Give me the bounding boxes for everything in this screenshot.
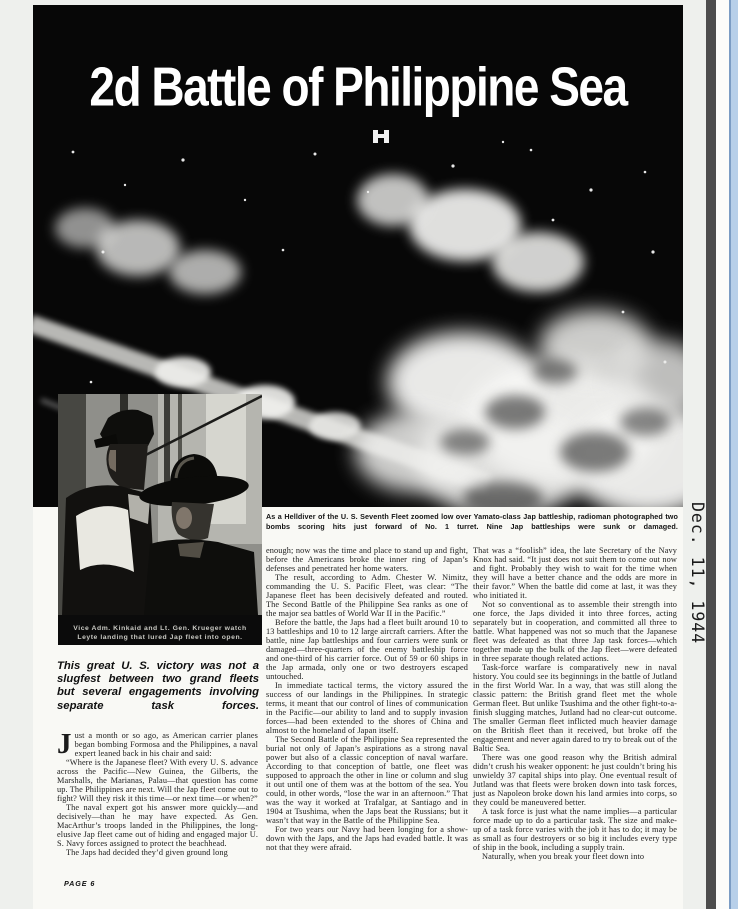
paragraph xyxy=(57,728,258,760)
scan-edge-bar xyxy=(706,0,716,909)
paragraph: A task force is just what the name implies—a particular force made up to do a particular task. The size and make-up of a task force varies with the job it has to do; it may be as small as four destroyers or so big it includes every type of ship in the book, including a supply train. xyxy=(473,807,677,852)
inset-caption-line1: Vice Adm. Kinkaid and Lt. Gen. Krueger watch xyxy=(73,624,247,632)
main-photo-caption: As a Helldiver of the U. S. Seventh Fleet zoomed low over Yamato-class Jap battleship, radioman photographed two bombs scoring hits just forward of No. 1 turret. Nine Jap battleships were sunk or damaged. xyxy=(266,512,678,531)
article-deck: This great U. S. victory was not a slugfest between two grand fleets but several engagements involving separate task forces. xyxy=(57,660,259,712)
inset-officers-photo xyxy=(58,394,262,645)
paragraph: The Japs had decided they’d given ground long xyxy=(66,848,228,857)
page-title: 2d Battle of Philippine Sea xyxy=(89,56,627,118)
paragraph: Before the battle, the Japs had a fleet built around 10 to 13 battleships and 10 to 12 large aircraft carriers. After the battle, nine Jap battleships and four carriers were sunk or damaged—three-quarters of the enemy battleship force and one-third of his carrier force. Out of 59 or 60 ships in the Jap armada, only one or two destroyers escaped untouched. xyxy=(266,618,468,681)
paragraph: Not so conventional as to assemble their strength into one force, the Japs divided it into three forces, acting separately but in cooperation, and committed all three to battle. What happened was not so much that the Japanese fleet was defeated as that three Jap task forces—which together made up the bulk of the Jap fleet—were defeated in three separate though related actions. xyxy=(473,600,677,663)
paragraph: The naval expert got his answer more quickly—and decisively—than he may have expected. As Gen. MacArthur’s troops landed in the Philippines, the long-elusive Jap fleet came out of hiding and engaged major U. S. Navy forces assigned to protect the beachhead. xyxy=(57,803,258,848)
paragraph: “Where is the Japanese fleet? With every U. S. advance across the Pacific—New Guinea, the Gilberts, the Marshalls, the Marianas, Palau—that question has come up. The Philippines are next. Will the Jap fleet come out to fight? Will they risk it this time—or next time—or when?” xyxy=(57,758,258,803)
scan-white-strip xyxy=(716,0,729,909)
paragraph: Naturally, when you break your fleet down into xyxy=(482,852,645,861)
scan-blue-edge xyxy=(729,0,738,909)
paragraph: The Second Battle of the Philippine Sea represented the burial not only of Japan’s aspirations as a strong naval power but also of a classic conception of naval warfare. According to that conception of battle, one fleet was supposed to approach the other in line or column and slug it out until one of them was at the bottom of the sea. You could, in other words, “lose the war in an afternoon.” That was the way it worked at Trafalgar, at Santiago and in 1904 at Tsushima, when the Japs beat the Russians; but it wasn’t that way in the Battle of the Philippine Sea. xyxy=(266,735,468,825)
paragraph: The result, according to Adm. Chester W. Nimitz, commanding the U. S. Pacific Fleet, was clear: “The Japanese fleet has been decisively defeated and routed. The Second Battle of the Philippine Sea ranks as one of the major sea battles of World War II in the Pacific.” xyxy=(266,573,468,618)
paragraph-text: ust a month or so ago, as American carrier planes began bombing Formosa and the Philippines, a naval expert leaned back in his chair and said: xyxy=(74,731,258,758)
inset-photo-caption xyxy=(58,624,262,642)
article-column-right xyxy=(473,546,677,861)
paragraph: For two years our Navy had been longing for a show-down with the Japs, and the Japs had evaded battle. It was not that they were afraid. xyxy=(266,825,468,852)
paragraph: There was one good reason why the British admiral didn’t crush his weaker opponent: he just couldn’t bring his unwieldy 37 capital ships into play. One eventual result of Jutland was that fleets were broken down into task forces, just as Napoleon broke down his land armies into corps, so they could be maneuvered better. xyxy=(473,753,677,807)
paragraph: In immediate tactical terms, the victory assured the success of our landings in the Philippines. In strategic terms, it meant that our control of lines of communication in the Pacific—our ability to land and to supply invasion forces—had been extended to the shores of China and almost to the homeland of Japan itself. xyxy=(266,681,468,735)
issue-date-vertical: Dec. 11, 1944 xyxy=(688,502,707,645)
paragraph: enough; now was the time and place to stand up and fight, before the Americans broke the inner ring of Japan’s defenses and penetrated her home waters. xyxy=(266,546,468,573)
paragraph: Task-force warfare is comparatively new in naval history. You could see its beginnings in the battle of Jutland in the first World War. In a way, that was still along the classic pattern: the British grand fleet met the whole German fleet. But unlike Tsushima and the other fight-to-a-finish slugging matches, Jutland had no clear-cut outcome. The smaller German fleet inflicted much heavier damage on the British fleet than it received, but broke off the engagement and never again dared to try to break out of the Baltic Sea. xyxy=(473,663,677,753)
officers-photo-art xyxy=(58,394,262,615)
article-column-left xyxy=(57,728,258,857)
inset-caption-line2: Leyte landing that lured Jap fleet into open. xyxy=(77,633,243,641)
dropcap-letter: J xyxy=(57,728,72,760)
article-column-middle xyxy=(266,546,468,852)
page-number-label: PAGE 6 xyxy=(64,879,96,888)
paragraph: That was a “foolish” idea, the late Secretary of the Navy Knox had said. “It just does not suit them to come out now and fight. Probably they wish to wait for the time when they will have a better chance and the odds are more in their favor.” When the battle did come at last, it was they who initiated it. xyxy=(473,546,677,600)
